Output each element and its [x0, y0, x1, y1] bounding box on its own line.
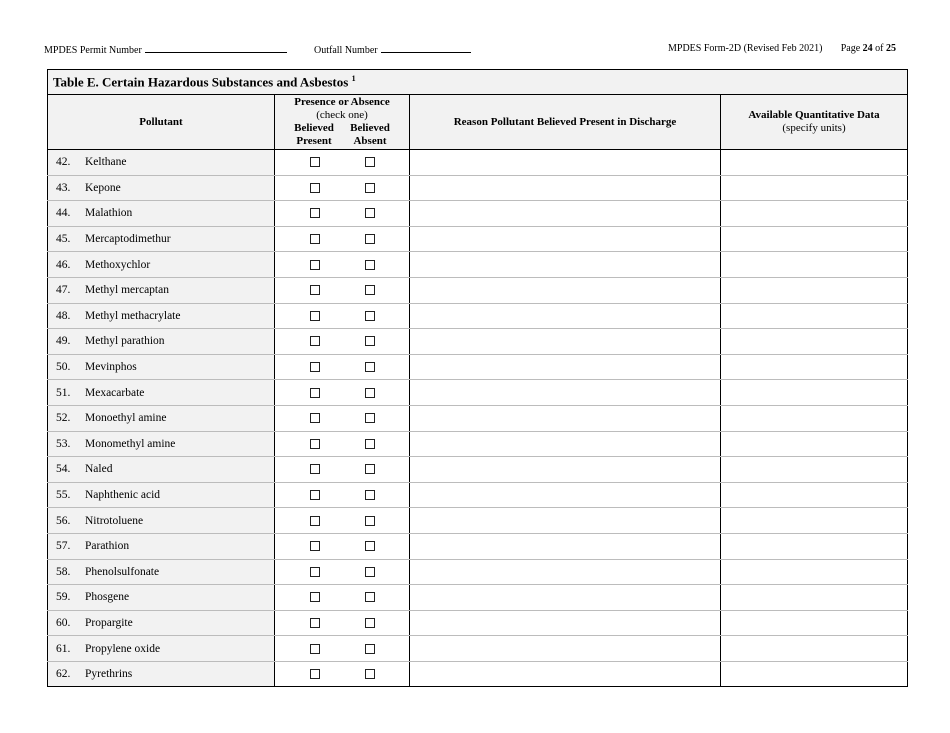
presence-title: Presence or Absence — [294, 96, 390, 108]
quantitative-data-input-cell[interactable] — [721, 150, 908, 176]
believed-absent-checkbox[interactable] — [365, 413, 375, 423]
pollutant-cell — [48, 610, 275, 636]
table-row — [48, 508, 908, 534]
quantitative-data-input-cell[interactable] — [721, 482, 908, 508]
believed-absent-checkbox[interactable] — [365, 183, 375, 193]
pollutant-cell — [48, 533, 275, 559]
pollutant-number: 43. — [56, 181, 71, 194]
title-footnote: 1 — [351, 73, 356, 83]
table-row — [48, 636, 908, 662]
pollutant-name: Kepone — [85, 181, 121, 194]
presence-cell — [275, 175, 410, 201]
table-row — [48, 175, 908, 201]
pollutant-name: Kelthane — [85, 156, 127, 169]
believed-absent-checkbox[interactable] — [365, 644, 375, 654]
page-of: of — [875, 43, 884, 54]
quantitative-data-input-cell[interactable] — [721, 585, 908, 611]
believed-absent-checkbox[interactable] — [365, 669, 375, 679]
table-row — [48, 559, 908, 585]
presence-cell — [275, 380, 410, 406]
reason-input-cell[interactable] — [410, 303, 721, 329]
believed-present-checkbox[interactable] — [310, 208, 320, 218]
quantitative-data-title: Available Quantitative Data — [748, 109, 880, 121]
pollutant-name: Methyl parathion — [85, 335, 165, 348]
pollutant-name: Propylene oxide — [85, 642, 161, 655]
reason-input-cell[interactable] — [410, 201, 721, 227]
presence-cell — [275, 150, 410, 176]
table-row — [48, 201, 908, 227]
pollutant-number: 56. — [56, 514, 71, 527]
hazardous-substances-table — [47, 69, 908, 687]
reason-input-cell[interactable] — [410, 277, 721, 303]
table-row — [48, 329, 908, 355]
pollutant-number: 53. — [56, 437, 71, 450]
pollutant-name: Monomethyl amine — [85, 437, 176, 450]
outfall-number-label: Outfall Number — [314, 45, 378, 56]
reason-input-cell[interactable] — [410, 150, 721, 176]
pollutant-cell — [48, 201, 275, 227]
believed-absent-checkbox[interactable] — [365, 260, 375, 270]
table-row — [48, 533, 908, 559]
pollutant-cell — [48, 303, 275, 329]
pollutant-cell — [48, 636, 275, 662]
believed-absent-checkbox[interactable] — [365, 618, 375, 628]
believed-absent-checkbox[interactable] — [365, 516, 375, 526]
quantitative-data-input-cell[interactable] — [721, 303, 908, 329]
believed-absent-checkbox[interactable] — [365, 362, 375, 372]
believed-absent-checkbox[interactable] — [365, 541, 375, 551]
table-row — [48, 661, 908, 687]
pollutant-cell — [48, 150, 275, 176]
pollutant-name: Mercaptodimethur — [85, 233, 171, 246]
presence-cell — [275, 482, 410, 508]
presence-cell — [275, 431, 410, 457]
pollutant-cell — [48, 405, 275, 431]
pollutant-name: Naled — [85, 463, 113, 476]
believed-absent-checkbox[interactable] — [365, 388, 375, 398]
page-current: 24 — [862, 43, 873, 54]
pollutant-number: 58. — [56, 565, 71, 578]
page-word: Page — [840, 43, 861, 54]
believed-absent-header: Believed Absent — [350, 122, 390, 147]
presence-cell — [275, 405, 410, 431]
quantitative-data-input-cell[interactable] — [721, 329, 908, 355]
believed-present-checkbox[interactable] — [310, 336, 320, 346]
pollutant-name: Methoxychlor — [85, 258, 151, 271]
quantitative-data-input-cell[interactable] — [721, 380, 908, 406]
believed-absent-checkbox[interactable] — [365, 592, 375, 602]
pollutant-cell — [48, 354, 275, 380]
pollutant-cell — [48, 431, 275, 457]
believed-absent-checkbox[interactable] — [365, 439, 375, 449]
reason-input-cell[interactable] — [410, 175, 721, 201]
pollutant-name: Phosgene — [85, 591, 130, 604]
pollutant-number: 42. — [56, 156, 71, 169]
pollutant-cell — [48, 457, 275, 483]
pollutant-cell — [48, 252, 275, 278]
quantitative-data-input-cell[interactable] — [721, 354, 908, 380]
pollutant-number: 48. — [56, 309, 71, 322]
quantitative-data-input-cell[interactable] — [721, 559, 908, 585]
pollutant-name: Methyl methacrylate — [85, 309, 181, 322]
reason-input-cell[interactable] — [410, 636, 721, 662]
presence-cell — [275, 533, 410, 559]
pollutant-number: 52. — [56, 412, 71, 425]
pollutant-cell — [48, 482, 275, 508]
table-row — [48, 226, 908, 252]
quantitative-data-header — [721, 95, 908, 150]
table-row — [48, 150, 908, 176]
presence-cell — [275, 610, 410, 636]
reason-header: Reason Pollutant Believed Present in Discharge — [410, 95, 721, 150]
table-row — [48, 303, 908, 329]
reason-input-cell[interactable] — [410, 457, 721, 483]
pollutant-number: 55. — [56, 489, 71, 502]
presence-cell — [275, 329, 410, 355]
reason-input-cell[interactable] — [410, 533, 721, 559]
pollutant-name: Monoethyl amine — [85, 412, 167, 425]
believed-present-checkbox[interactable] — [310, 285, 320, 295]
believed-present-checkbox[interactable] — [310, 260, 320, 270]
pollutant-number: 62. — [56, 668, 71, 681]
table-row — [48, 457, 908, 483]
pollutant-name: Nitrotoluene — [85, 514, 144, 527]
pollutant-number: 60. — [56, 616, 71, 629]
quantitative-data-subtitle: (specify units) — [782, 122, 846, 134]
outfall-number-blank[interactable] — [381, 42, 471, 53]
believed-absent-checkbox[interactable] — [365, 157, 375, 167]
permit-number-field[interactable] — [44, 42, 287, 58]
believed-present-checkbox[interactable] — [310, 541, 320, 551]
believed-absent-checkbox[interactable] — [365, 464, 375, 474]
pollutant-number: 51. — [56, 386, 71, 399]
believed-present-checkbox[interactable] — [310, 669, 320, 679]
presence-cell — [275, 201, 410, 227]
believed-present-checkbox[interactable] — [310, 516, 320, 526]
quantitative-data-input-cell[interactable] — [721, 201, 908, 227]
quantitative-data-input-cell[interactable] — [721, 636, 908, 662]
pollutant-number: 50. — [56, 361, 71, 374]
reason-input-cell[interactable] — [410, 405, 721, 431]
quantitative-data-input-cell[interactable] — [721, 457, 908, 483]
table-row — [48, 277, 908, 303]
believed-present-checkbox[interactable] — [310, 362, 320, 372]
pollutant-cell — [48, 661, 275, 687]
believed-present-checkbox[interactable] — [310, 644, 320, 654]
pollutant-name: Methyl mercaptan — [85, 284, 169, 297]
quantitative-data-input-cell[interactable] — [721, 175, 908, 201]
pollutant-name: Mevinphos — [85, 361, 137, 374]
believed-present-checkbox[interactable] — [310, 439, 320, 449]
presence-cell — [275, 636, 410, 662]
quantitative-data-input-cell[interactable] — [721, 226, 908, 252]
believed-absent-checkbox[interactable] — [365, 490, 375, 500]
believed-absent-checkbox[interactable] — [365, 234, 375, 244]
presence-subtitle: (check one) — [316, 109, 368, 121]
reason-input-cell[interactable] — [410, 559, 721, 585]
reason-input-cell[interactable] — [410, 431, 721, 457]
believed-absent-checkbox[interactable] — [365, 208, 375, 218]
believed-absent-checkbox[interactable] — [365, 336, 375, 346]
believed-present-checkbox[interactable] — [310, 618, 320, 628]
pollutant-number: 47. — [56, 284, 71, 297]
pollutant-rows — [48, 150, 908, 687]
pollutant-cell — [48, 226, 275, 252]
reason-input-cell[interactable] — [410, 585, 721, 611]
pollutant-cell — [48, 559, 275, 585]
presence-cell — [275, 277, 410, 303]
reason-input-cell[interactable] — [410, 226, 721, 252]
table-title-text: Table E. Certain Hazardous Substances and Asbestos — [53, 74, 349, 90]
table-title — [48, 70, 908, 95]
presence-cell — [275, 303, 410, 329]
pollutant-number: 61. — [56, 642, 71, 655]
pollutant-name: Mexacarbate — [85, 386, 145, 399]
believed-present-checkbox[interactable] — [310, 388, 320, 398]
reason-input-cell[interactable] — [410, 508, 721, 534]
quantitative-data-input-cell[interactable] — [721, 508, 908, 534]
reason-input-cell[interactable] — [410, 610, 721, 636]
table-row — [48, 610, 908, 636]
believed-present-checkbox[interactable] — [310, 592, 320, 602]
believed-present-checkbox[interactable] — [310, 567, 320, 577]
pollutant-cell — [48, 585, 275, 611]
pollutant-name: Naphthenic acid — [85, 489, 161, 502]
pollutant-name: Malathion — [85, 207, 133, 220]
believed-present-checkbox[interactable] — [310, 490, 320, 500]
quantitative-data-input-cell[interactable] — [721, 277, 908, 303]
pollutant-number: 44. — [56, 207, 71, 220]
pollutant-name: Parathion — [85, 540, 130, 553]
believed-present-checkbox[interactable] — [310, 157, 320, 167]
believed-present-checkbox[interactable] — [310, 464, 320, 474]
table-row — [48, 431, 908, 457]
reason-input-cell[interactable] — [410, 661, 721, 687]
table-row — [48, 585, 908, 611]
table-row — [48, 380, 908, 406]
presence-cell — [275, 661, 410, 687]
quantitative-data-input-cell[interactable] — [721, 252, 908, 278]
table-row — [48, 354, 908, 380]
believed-present-checkbox[interactable] — [310, 183, 320, 193]
outfall-number-field[interactable] — [314, 42, 471, 58]
pollutant-number: 49. — [56, 335, 71, 348]
quantitative-data-input-cell[interactable] — [721, 431, 908, 457]
presence-cell — [275, 252, 410, 278]
page-total: 25 — [886, 43, 896, 54]
pollutant-name: Pyrethrins — [85, 668, 133, 681]
permit-number-blank[interactable] — [145, 42, 287, 53]
pollutant-cell — [48, 329, 275, 355]
pollutant-number: 46. — [56, 258, 71, 271]
presence-cell — [275, 585, 410, 611]
pollutant-cell — [48, 277, 275, 303]
pollutant-number: 45. — [56, 233, 71, 246]
presence-cell — [275, 559, 410, 585]
pollutant-number: 57. — [56, 540, 71, 553]
reason-input-cell[interactable] — [410, 482, 721, 508]
pollutant-header: Pollutant — [48, 95, 275, 150]
believed-absent-checkbox[interactable] — [365, 285, 375, 295]
reason-input-cell[interactable] — [410, 380, 721, 406]
table-row — [48, 405, 908, 431]
pollutant-cell — [48, 380, 275, 406]
reason-input-cell[interactable] — [410, 252, 721, 278]
permit-number-label: MPDES Permit Number — [44, 45, 142, 56]
believed-present-checkbox[interactable] — [310, 234, 320, 244]
pollutant-name: Propargite — [85, 616, 133, 629]
quantitative-data-input-cell[interactable] — [721, 405, 908, 431]
pollutant-cell — [48, 175, 275, 201]
presence-cell — [275, 354, 410, 380]
believed-present-header: Believed Present — [294, 122, 334, 147]
believed-present-checkbox[interactable] — [310, 311, 320, 321]
believed-absent-checkbox[interactable] — [365, 311, 375, 321]
reason-input-cell[interactable] — [410, 354, 721, 380]
presence-cell — [275, 226, 410, 252]
pollutant-number: 54. — [56, 463, 71, 476]
page-number — [841, 42, 896, 56]
quantitative-data-input-cell[interactable] — [721, 533, 908, 559]
presence-cell — [275, 457, 410, 483]
believed-present-checkbox[interactable] — [310, 413, 320, 423]
table-row — [48, 482, 908, 508]
presence-header — [275, 95, 410, 150]
table-row — [48, 252, 908, 278]
believed-absent-checkbox[interactable] — [365, 567, 375, 577]
pollutant-cell — [48, 508, 275, 534]
pollutant-name: Phenolsulfonate — [85, 565, 160, 578]
reason-input-cell[interactable] — [410, 329, 721, 355]
presence-cell — [275, 508, 410, 534]
form-id: MPDES Form-2D (Revised Feb 2021) — [668, 43, 823, 54]
pollutant-number: 59. — [56, 591, 71, 604]
quantitative-data-input-cell[interactable] — [721, 661, 908, 687]
page-header — [44, 42, 896, 56]
quantitative-data-input-cell[interactable] — [721, 610, 908, 636]
